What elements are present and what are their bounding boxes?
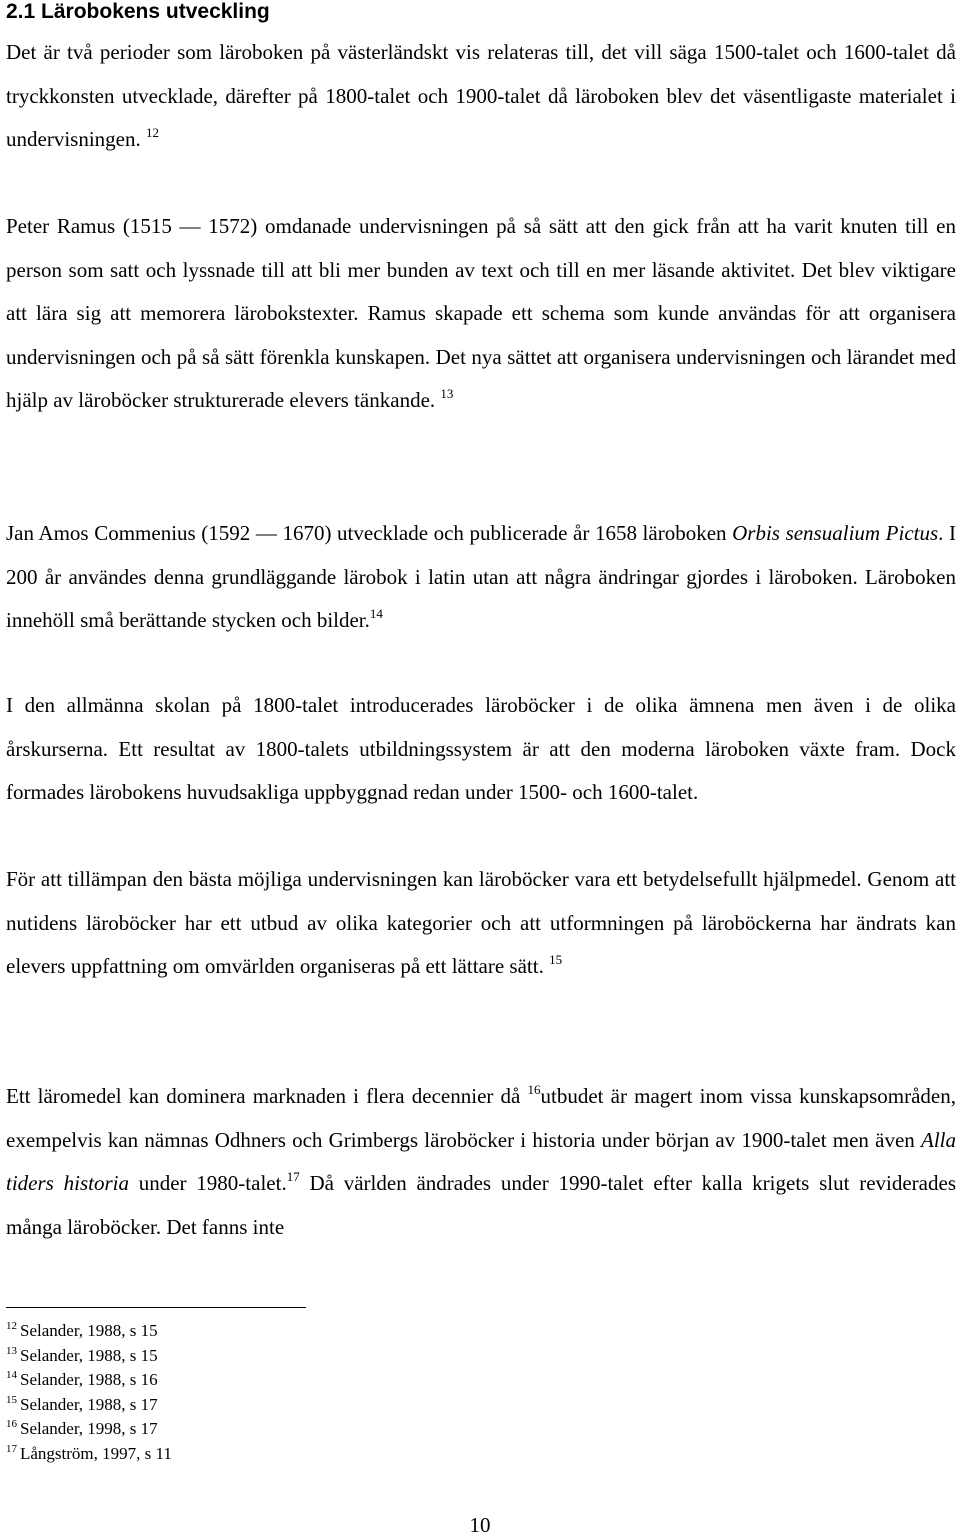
footnote-ref-12: 12 — [145, 125, 159, 140]
footnote-text: Selander, 1988, s 16 — [20, 1370, 158, 1390]
paragraph-3-text-a: Jan Amos Commenius (1592 — 1670) utvecklade och publicerade år 1658 läroboken — [6, 521, 733, 545]
paragraph-2 — [6, 205, 956, 423]
footnote-16 — [6, 1417, 172, 1442]
paragraph-6-text-d: Då världen ändrades under 1990-talet efter kalla krigets slut reviderades många läroböcker. Det fanns inte — [6, 1171, 956, 1239]
paragraph-4 — [6, 684, 956, 815]
footnote-text: Selander, 1988, s 15 — [20, 1321, 158, 1340]
footnote-number: 14 — [6, 1369, 17, 1382]
footnote-ref-17: 17 — [286, 1169, 300, 1184]
footnote-number: 13 — [6, 1344, 17, 1357]
paragraph-5-text: För att tillämpan den bästa möjliga undervisningen kan läroböcker vara ett betydelsefullt hjälpmedel. Genom att nutidens läroböcker har ett utbud av olika kategorier och att utformningen på läroböckerna har ändrats kan elevers uppfattning om omvärlden organiseras på ett lättare sätt. — [6, 867, 956, 978]
book-title-alla-tiders: Alla tiders historia — [6, 1127, 956, 1195]
footnote-separator — [6, 1307, 306, 1308]
footnote-ref-15: 15 — [549, 952, 563, 967]
footnote-text: Selander, 1988, s 15 — [20, 1345, 158, 1365]
footnote-text: Selander, 1988, s 17 — [20, 1394, 158, 1414]
paragraph-6-text-b: utbudet är magert inom vissa kunskapsområden, exempelvis kan nämnas Odhners och Grimbergs läroböcker i historia under början av 1900-talet men även — [6, 1084, 956, 1152]
footnote-13 — [6, 1344, 172, 1369]
footnote-number: 12 — [6, 1320, 17, 1332]
footnote-ref-14: 14 — [369, 606, 383, 621]
paragraph-4-text: I den allmänna skolan på 1800-talet introducerades läroböcker i de olika ämnena men även i de olika årskurserna. Ett resultat av 1800-talets utbildningssystem är att den moderna läroboken växte fram. Dock formades lärobokens huvudsakliga uppbyggnad redan under 1500- och 1600-talet. — [6, 693, 956, 804]
footnote-ref-16: 16 — [527, 1082, 541, 1097]
paragraph-1 — [6, 31, 956, 162]
paragraph-3 — [6, 512, 956, 643]
book-title-orbis: Orbis sensualium Pictus — [732, 521, 939, 545]
paragraph-5 — [6, 858, 956, 989]
footnote-number: 15 — [6, 1393, 17, 1406]
footnote-15 — [6, 1393, 172, 1418]
paragraph-6-text-a: Ett läromedel kan dominera marknaden i flera decennier då — [6, 1084, 528, 1108]
footnote-number: 16 — [6, 1418, 17, 1431]
footnote-text: Selander, 1998, s 17 — [20, 1419, 158, 1439]
footnote-ref-13: 13 — [440, 386, 454, 401]
page-number: 10 — [469, 1513, 491, 1537]
footnote-12 — [6, 1319, 172, 1344]
paragraph-3-text-b: . I 200 år användes denna grundläggande lärobok i latin utan att några ändringar gjordes i läroboken. Läroboken innehöll små berättande stycken och bilder. — [6, 521, 956, 632]
footnote-number: 17 — [6, 1442, 17, 1455]
paragraph-1-text: Det är två perioder som läroboken på västerländskt vis relateras till, det vill säga 1500-talet och 1600-talet då tryckkonsten utvecklade, därefter på 1800-talet och 1900-talet då läroboken blev det väsentligaste materialet i undervisningen. — [6, 40, 956, 151]
footnote-list — [6, 1319, 172, 1467]
section-heading: 2.1 Lärobokens utveckling — [6, 0, 270, 23]
paragraph-2-text: Peter Ramus (1515 — 1572) omdanade undervisningen på så sätt att den gick från att ha varit knuten till en person som satt och lyssnade till att bli mer bunden av text och till en mer läsande aktivitet. Det blev viktigare att lära sig att memorera lärobokstexter. Ramus skapade ett schema som kunde användas för att organisera undervisningen och på så sätt förenkla kunskapen. Det nya sättet att organisera undervisningen och lärandet med hjälp av läroböcker strukturerade elevers tänkande. — [6, 214, 956, 412]
paragraph-6 — [6, 1075, 956, 1249]
footnote-text: Långström, 1997, s 11 — [20, 1443, 172, 1463]
footnote-14 — [6, 1368, 172, 1393]
footnote-17 — [6, 1442, 172, 1467]
paragraph-6-text-c: under 1980-talet. — [128, 1171, 287, 1195]
